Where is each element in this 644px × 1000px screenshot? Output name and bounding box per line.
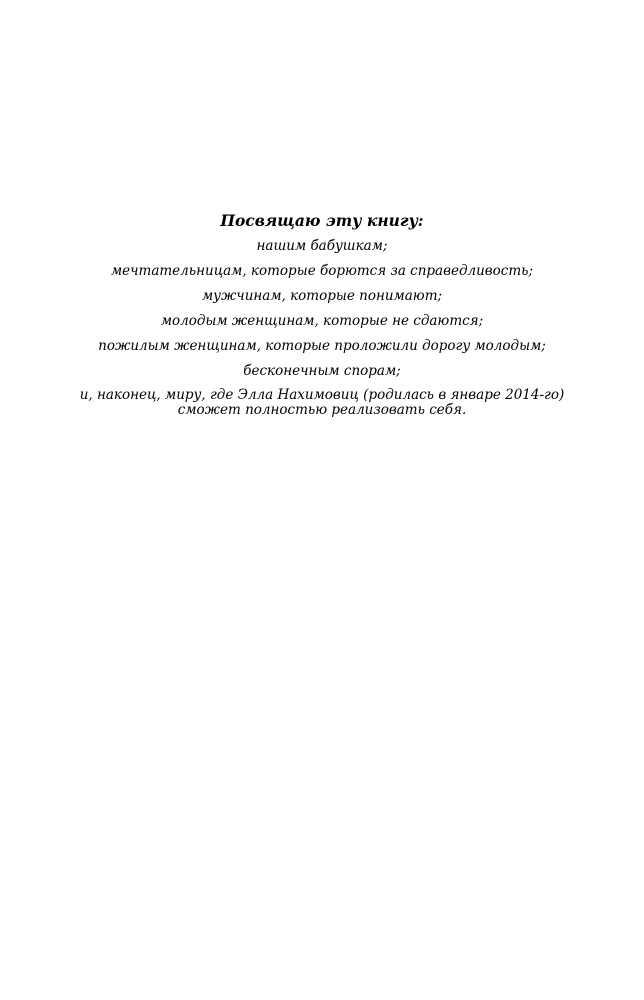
dedication-line-young-women: молодым женщинам, которые не сдаются; bbox=[160, 313, 484, 329]
dedication-line-grandmothers: нашим бабушкам; bbox=[256, 238, 388, 254]
dedication-line-dreamers: мечтательницам, которые борются за справедливость; bbox=[110, 263, 534, 279]
dedication-line-men: мужчинам, которые понимают; bbox=[201, 288, 443, 304]
dedication-line-world bbox=[40, 388, 604, 418]
dedication-line-debates: бесконечным спорам; bbox=[243, 363, 401, 379]
dedication-line-world-part2: сможет полностью реализовать себя. bbox=[177, 402, 467, 418]
dedication-line-world-part1: и, наконец, миру, где Элла Нахимовиц (родилась в январе 2014-го) bbox=[79, 387, 565, 403]
dedication-title: Посвящаю эту книгу: bbox=[220, 211, 424, 230]
dedication-block bbox=[40, 211, 604, 418]
dedication-line-older-women: пожилым женщинам, которые проложили дорогу молодым; bbox=[98, 338, 546, 354]
